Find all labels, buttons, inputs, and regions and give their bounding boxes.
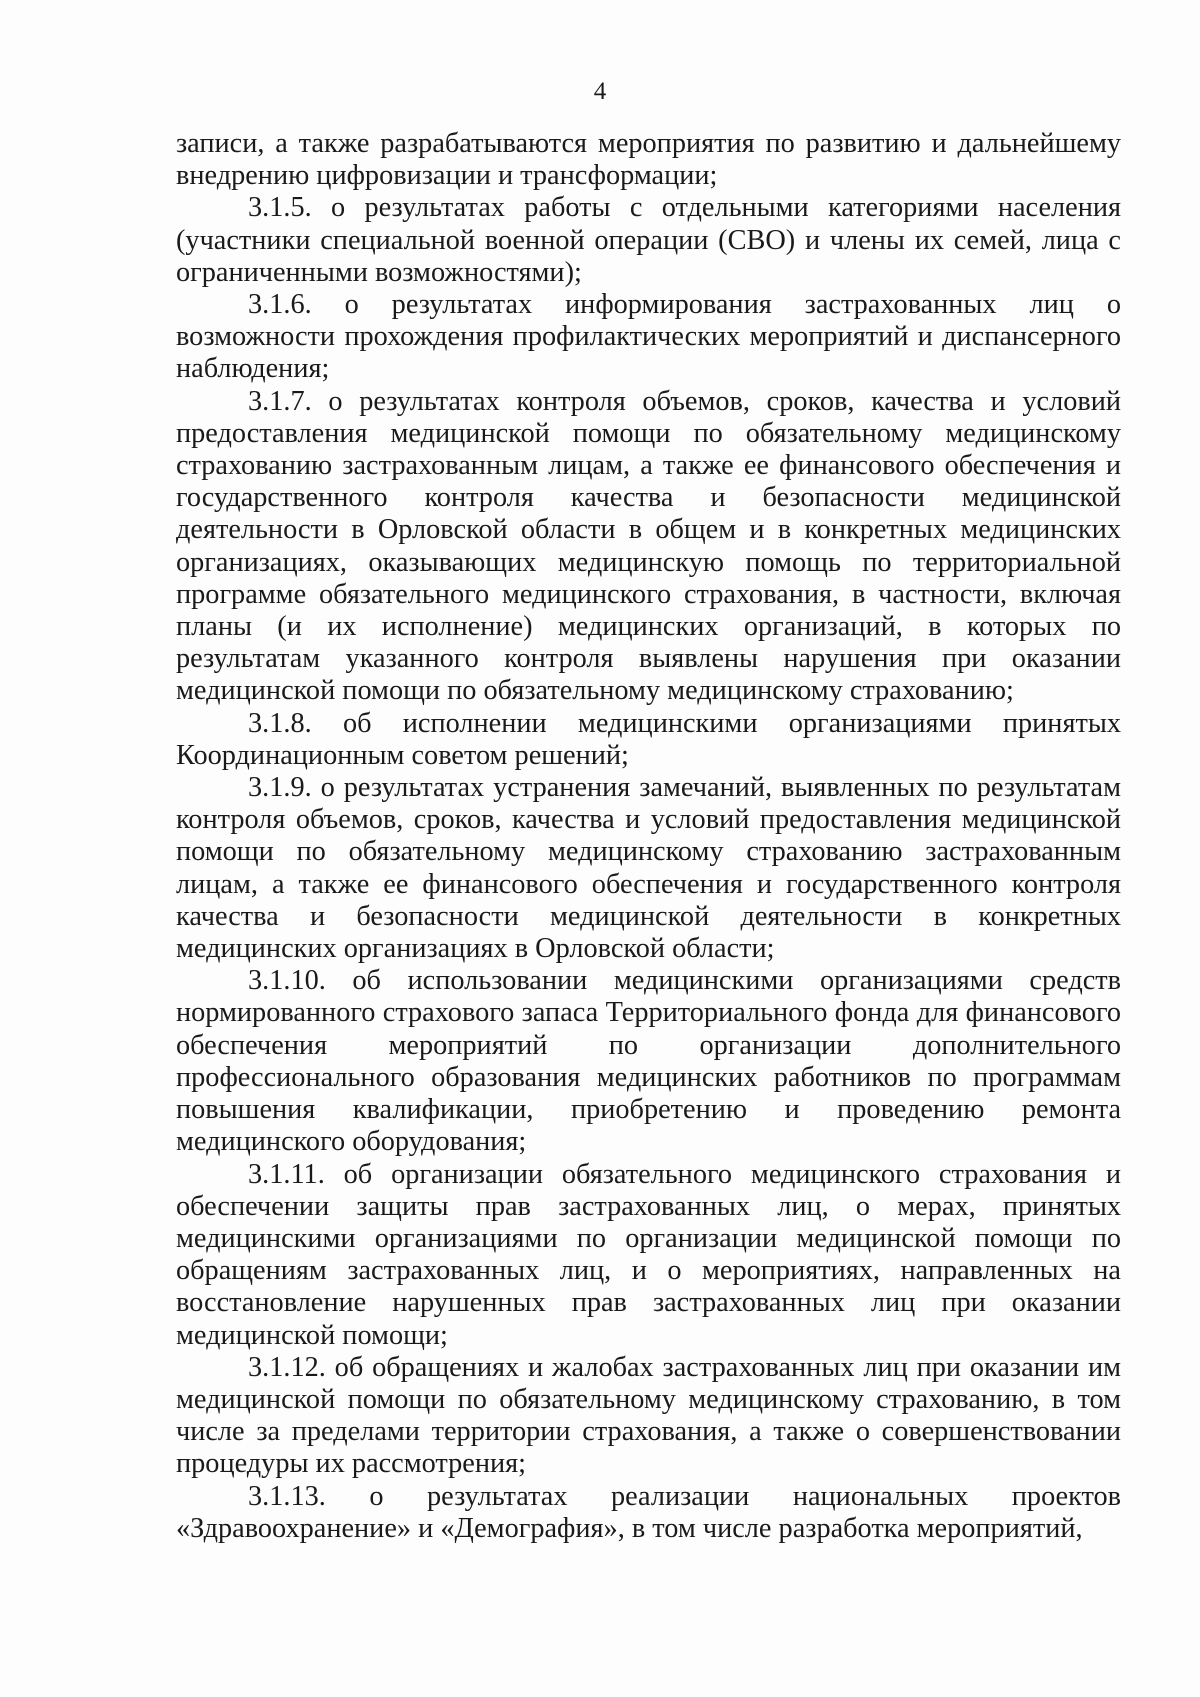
paragraph-3-1-11: 3.1.11. об организации обязательного медицинского страхования и обеспечении защиты прав застрахованных лиц, о мерах, принятых медицинскими организациями по организации медицинской помощи по обращениям застрахованных лиц, и о мероприятиях, направленных на восстановление нарушенных прав застрахованных лиц при оказании медицинской помощи; xyxy=(176,1158,1121,1351)
paragraph-continuation: записи, а также разрабатываются мероприятия по развитию и дальнейшему внедрению цифровизации и трансформации; xyxy=(176,128,1121,192)
paragraph-3-1-6: 3.1.6. о результатах информирования застрахованных лиц о возможности прохождения профилактических мероприятий и диспансерного наблюдения; xyxy=(176,289,1121,385)
paragraph-3-1-9: 3.1.9. о результатах устранения замечаний, выявленных по результатам контроля объемов, сроков, качества и условий предоставления медицинской помощи по обязательному медицинскому страхованию застрахованным лицам, а также ее финансового обеспечения и государственного контроля качества и безопасности медицинской деятельности в конкретных медицинских организациях в Орловской области; xyxy=(176,772,1121,965)
paragraph-3-1-13: 3.1.13. о результатах реализации национальных проектов «Здравоохранение» и «Демография», в том числе разработка мероприятий, xyxy=(176,1480,1121,1544)
page-number: 4 xyxy=(593,78,607,105)
paragraph-3-1-10: 3.1.10. об использовании медицинскими организациями средств нормированного страхового запаса Территориального фонда для финансового обеспечения мероприятий по организации дополнительного профессионального образования медицинских работников по программам повышения квалификации, приобретению и проведению ремонта медицинского оборудования; xyxy=(176,965,1121,1158)
paragraph-3-1-5: 3.1.5. о результатах работы с отдельными категориями населения (участники специальной военной операции (СВО) и члены их семей, лица с ограниченными возможностями); xyxy=(176,192,1121,288)
paragraph-3-1-7: 3.1.7. о результатах контроля объемов, сроков, качества и условий предоставления медицинской помощи по обязательному медицинскому страхованию застрахованным лицам, а также ее финансового обеспечения и государственного контроля качества и безопасности медицинской деятельности в Орловской области в общем и в конкретных медицинских организациях, оказывающих медицинскую помощь по территориальной программе обязательного медицинского страхования, в частности, включая планы (и их исполнение) медицинских организаций, в которых по результатам указанного контроля выявлены нарушения при оказании медицинской помощи по обязательному медицинскому страхованию; xyxy=(176,385,1121,707)
paragraph-3-1-8: 3.1.8. об исполнении медицинскими организациями принятых Координационным советом решений; xyxy=(176,707,1121,771)
paragraph-3-1-12: 3.1.12. об обращениях и жалобах застрахованных лиц при оказании им медицинской помощи по обязательному медицинскому страхованию, в том числе за пределами территории страхования, а также о совершенствовании процедуры их рассмотрения; xyxy=(176,1351,1121,1480)
document-body xyxy=(176,128,1121,1545)
